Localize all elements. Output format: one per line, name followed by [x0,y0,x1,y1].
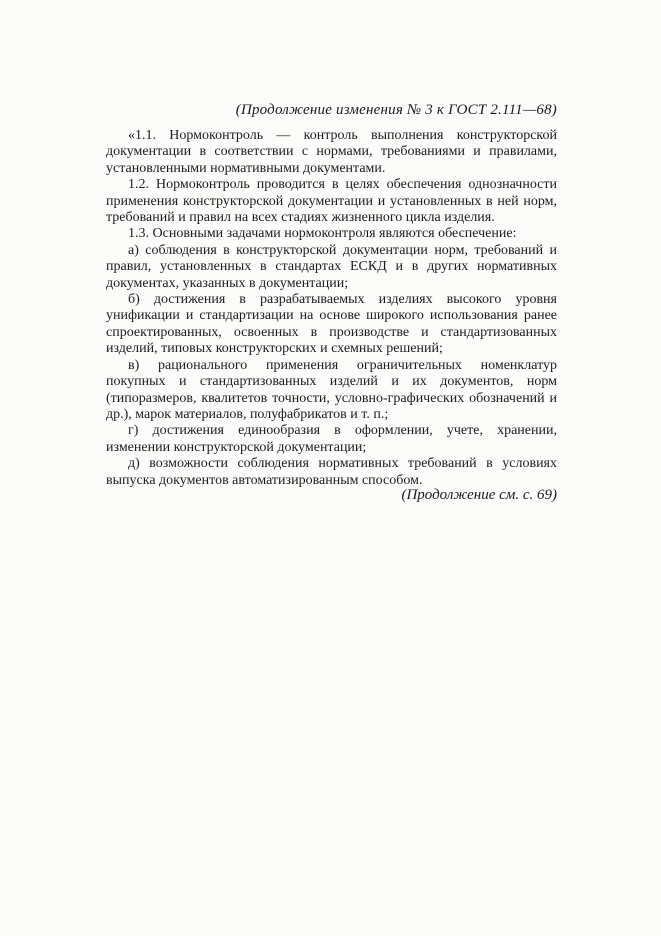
list-item-a: а) соблюдения в конструкторской документации норм, требований и правил, установленных в стандартах ЕСКД и в других нормативных документах, указанных в документации; [106,242,557,291]
document-body [106,128,557,489]
paragraph-1-3: 1.3. Основными задачами нормоконтроля являются обеспечение: [128,226,517,242]
continuation-header: (Продолжение изменения № 3 к ГОСТ 2.111—68) [235,102,557,118]
list-item-b: б) достижения в разрабатываемых изделиях высокого уровня унификации и стандартизации на основе широкого использования ранее спроектированных, освоенных в производстве и стандартизованных изделий, типовых конструкторских и схемных решений; [106,292,557,357]
list-item-d: д) возможности соблюдения нормативных требований в условиях выпуска документов автоматизированным способом. [106,456,557,488]
paragraph-1-2: 1.2. Нормоконтроль проводится в целях обеспечения однозначности применения конструкторской документации и установленных в ней норм, требований и правил на всех стадиях жизненного цикла изделия. [106,177,557,226]
list-item-g: г) достижения единообразия в оформлении, учете, хранении, изменении конструкторской документации; [106,423,557,455]
continuation-footer: (Продолжение см. с. 69) [401,487,557,503]
list-item-v: в) рационального применения ограничительных номенклатур покупных и стандартизованных изделий и их документов, норм (типоразмеров, квалитетов точности, условно-графических обозначений и др.), марок материалов, полуфабрикатов и т. п.; [106,357,557,422]
paragraph-1-1: «1.1. Нормоконтроль — контроль выполнения конструкторской документации в соответствии с нормами, требованиями и правилами, установленными нормативными документами. [106,128,557,176]
